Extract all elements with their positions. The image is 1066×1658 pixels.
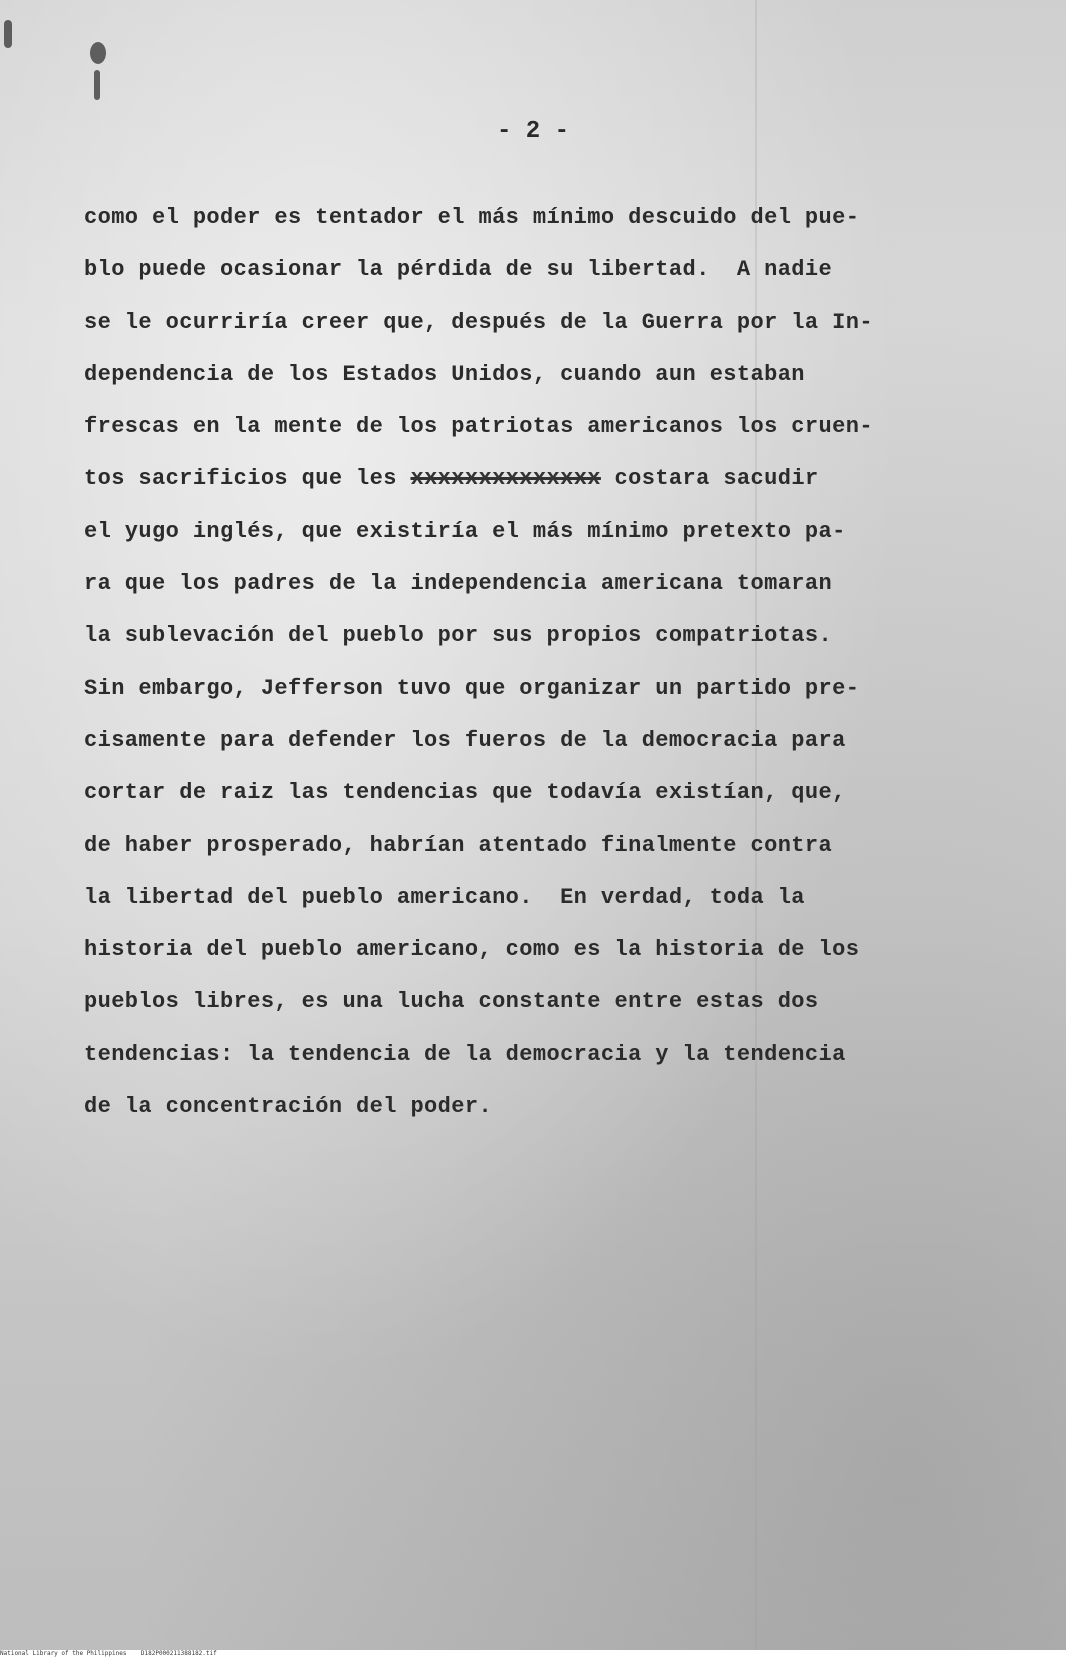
text-line: la sublevación del pueblo por sus propios compatriotas. [84, 623, 833, 649]
text-segment: tos sacrificios que les [84, 466, 397, 492]
page-number: - 2 - [496, 118, 569, 145]
ink-stain [94, 70, 100, 100]
text-line: frescas en la mente de los patriotas americanos los cruen- [84, 414, 873, 440]
text-line: Sin embargo, Jefferson tuvo que organizar un partido pre- [84, 675, 860, 701]
struck-out-text: xxxxxxxxxxxxxx [410, 466, 601, 492]
text-line: de haber prosperado, habrían atentado finalmente contra [84, 832, 833, 858]
text-line: dependencia de los Estados Unidos, cuando aun estaban [84, 361, 805, 387]
text-line: blo puede ocasionar la pérdida de su libertad. A nadie [84, 257, 833, 283]
ink-stain [90, 42, 106, 64]
text-line: cortar de raiz las tendencias que todavía existían, que, [84, 780, 846, 806]
text-line-with-strikeout [84, 453, 1024, 505]
text-line: el yugo inglés, que existiría el más mínimo pretexto pa- [84, 518, 846, 544]
text-line: como el poder es tentador el más mínimo descuido del pue- [84, 205, 860, 230]
text-line: ra que los padres de la independencia americana tomaran [84, 571, 833, 597]
text-line: cisamente para defender los fueros de la democracia para [84, 727, 846, 753]
scan-footer: National Library of the Philippines D182P000211388182.tif [0, 1650, 1066, 1658]
text-segment: costara sacudir [600, 466, 819, 492]
text-line: de la concentración del poder. [84, 1094, 493, 1120]
ink-stain [4, 20, 12, 48]
text-line: la libertad del pueblo americano. En verdad, toda la [84, 884, 805, 910]
text-line: tendencias: la tendencia de la democracia y la tendencia [84, 1041, 846, 1067]
text-line: pueblos libres, es una lucha constante entre estas dos [84, 989, 819, 1015]
text-line: historia del pueblo americano, como es la historia de los [84, 937, 860, 963]
text-line: se le ocurriría creer que, después de la Guerra por la In- [84, 309, 873, 335]
body-text [84, 192, 1024, 1133]
